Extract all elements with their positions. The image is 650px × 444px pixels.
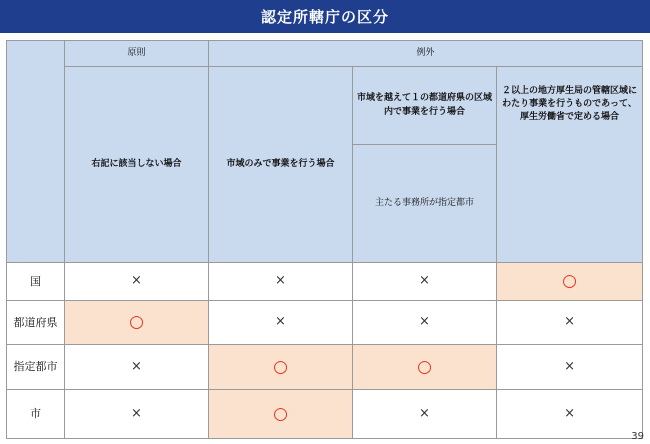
cell-shitei-c: [353, 345, 497, 390]
cell-todofuken-d: [497, 301, 643, 345]
cell-shi-b: [209, 390, 353, 439]
circle-mark-icon: ○: [417, 356, 432, 377]
circle-mark-icon: ○: [562, 271, 577, 292]
header-reigai: 例外: [209, 41, 643, 67]
cross-mark-icon: ×: [275, 273, 286, 289]
cell-shitei-b: [209, 345, 353, 390]
header-col-c-sub: 主たる事務所が指定都市: [353, 145, 497, 263]
circle-mark-icon: ○: [273, 403, 288, 424]
cell-kuni-c: [353, 263, 497, 301]
row-label-shitei-toshi: 指定都市: [7, 345, 65, 390]
row-label-kuni: 国: [7, 263, 65, 301]
cross-mark-icon: ×: [131, 405, 142, 421]
cell-kuni-d: [497, 263, 643, 301]
cell-todofuken-b: [209, 301, 353, 345]
cell-kuni-a: [65, 263, 209, 301]
cross-mark-icon: ×: [419, 273, 430, 289]
header-col-a: 右記に該当しない場合: [65, 67, 209, 263]
header-col-b: 市域のみで事業を行う場合: [209, 67, 353, 263]
cell-kuni-b: [209, 263, 353, 301]
row-label-shi: 市: [7, 390, 65, 439]
cross-mark-icon: ×: [564, 314, 575, 330]
header-col-c: 市域を越えて１の都道府県の区域内で事業を行う場合: [353, 67, 497, 145]
cross-mark-icon: ×: [564, 405, 575, 421]
cross-mark-icon: ×: [419, 405, 430, 421]
page-title: 認定所轄庁の区分: [260, 8, 389, 26]
circle-mark-icon: ○: [273, 356, 288, 377]
title-banner: [0, 0, 650, 33]
cross-mark-icon: ×: [131, 273, 142, 289]
cell-shi-a: [65, 390, 209, 439]
cell-todofuken-c: [353, 301, 497, 345]
cell-todofuken-a: [65, 301, 209, 345]
jurisdiction-table: [6, 40, 643, 439]
header-gensoku: 原則: [65, 41, 209, 67]
cross-mark-icon: ×: [275, 314, 286, 330]
cross-mark-icon: ×: [564, 358, 575, 374]
cell-shi-c: [353, 390, 497, 439]
cross-mark-icon: ×: [419, 314, 430, 330]
cell-shitei-d: [497, 345, 643, 390]
page-number: 39: [631, 431, 644, 442]
cell-shitei-a: [65, 345, 209, 390]
row-label-todofuken: 都道府県: [7, 301, 65, 345]
cross-mark-icon: ×: [131, 358, 142, 374]
circle-mark-icon: ○: [129, 312, 144, 333]
cell-shi-d: [497, 390, 643, 439]
header-col-d: ２以上の地方厚生局の管轄区域にわたり事業を行うものであって、厚生労働省で定める場合: [497, 67, 643, 263]
corner-header-cell: [7, 41, 65, 263]
